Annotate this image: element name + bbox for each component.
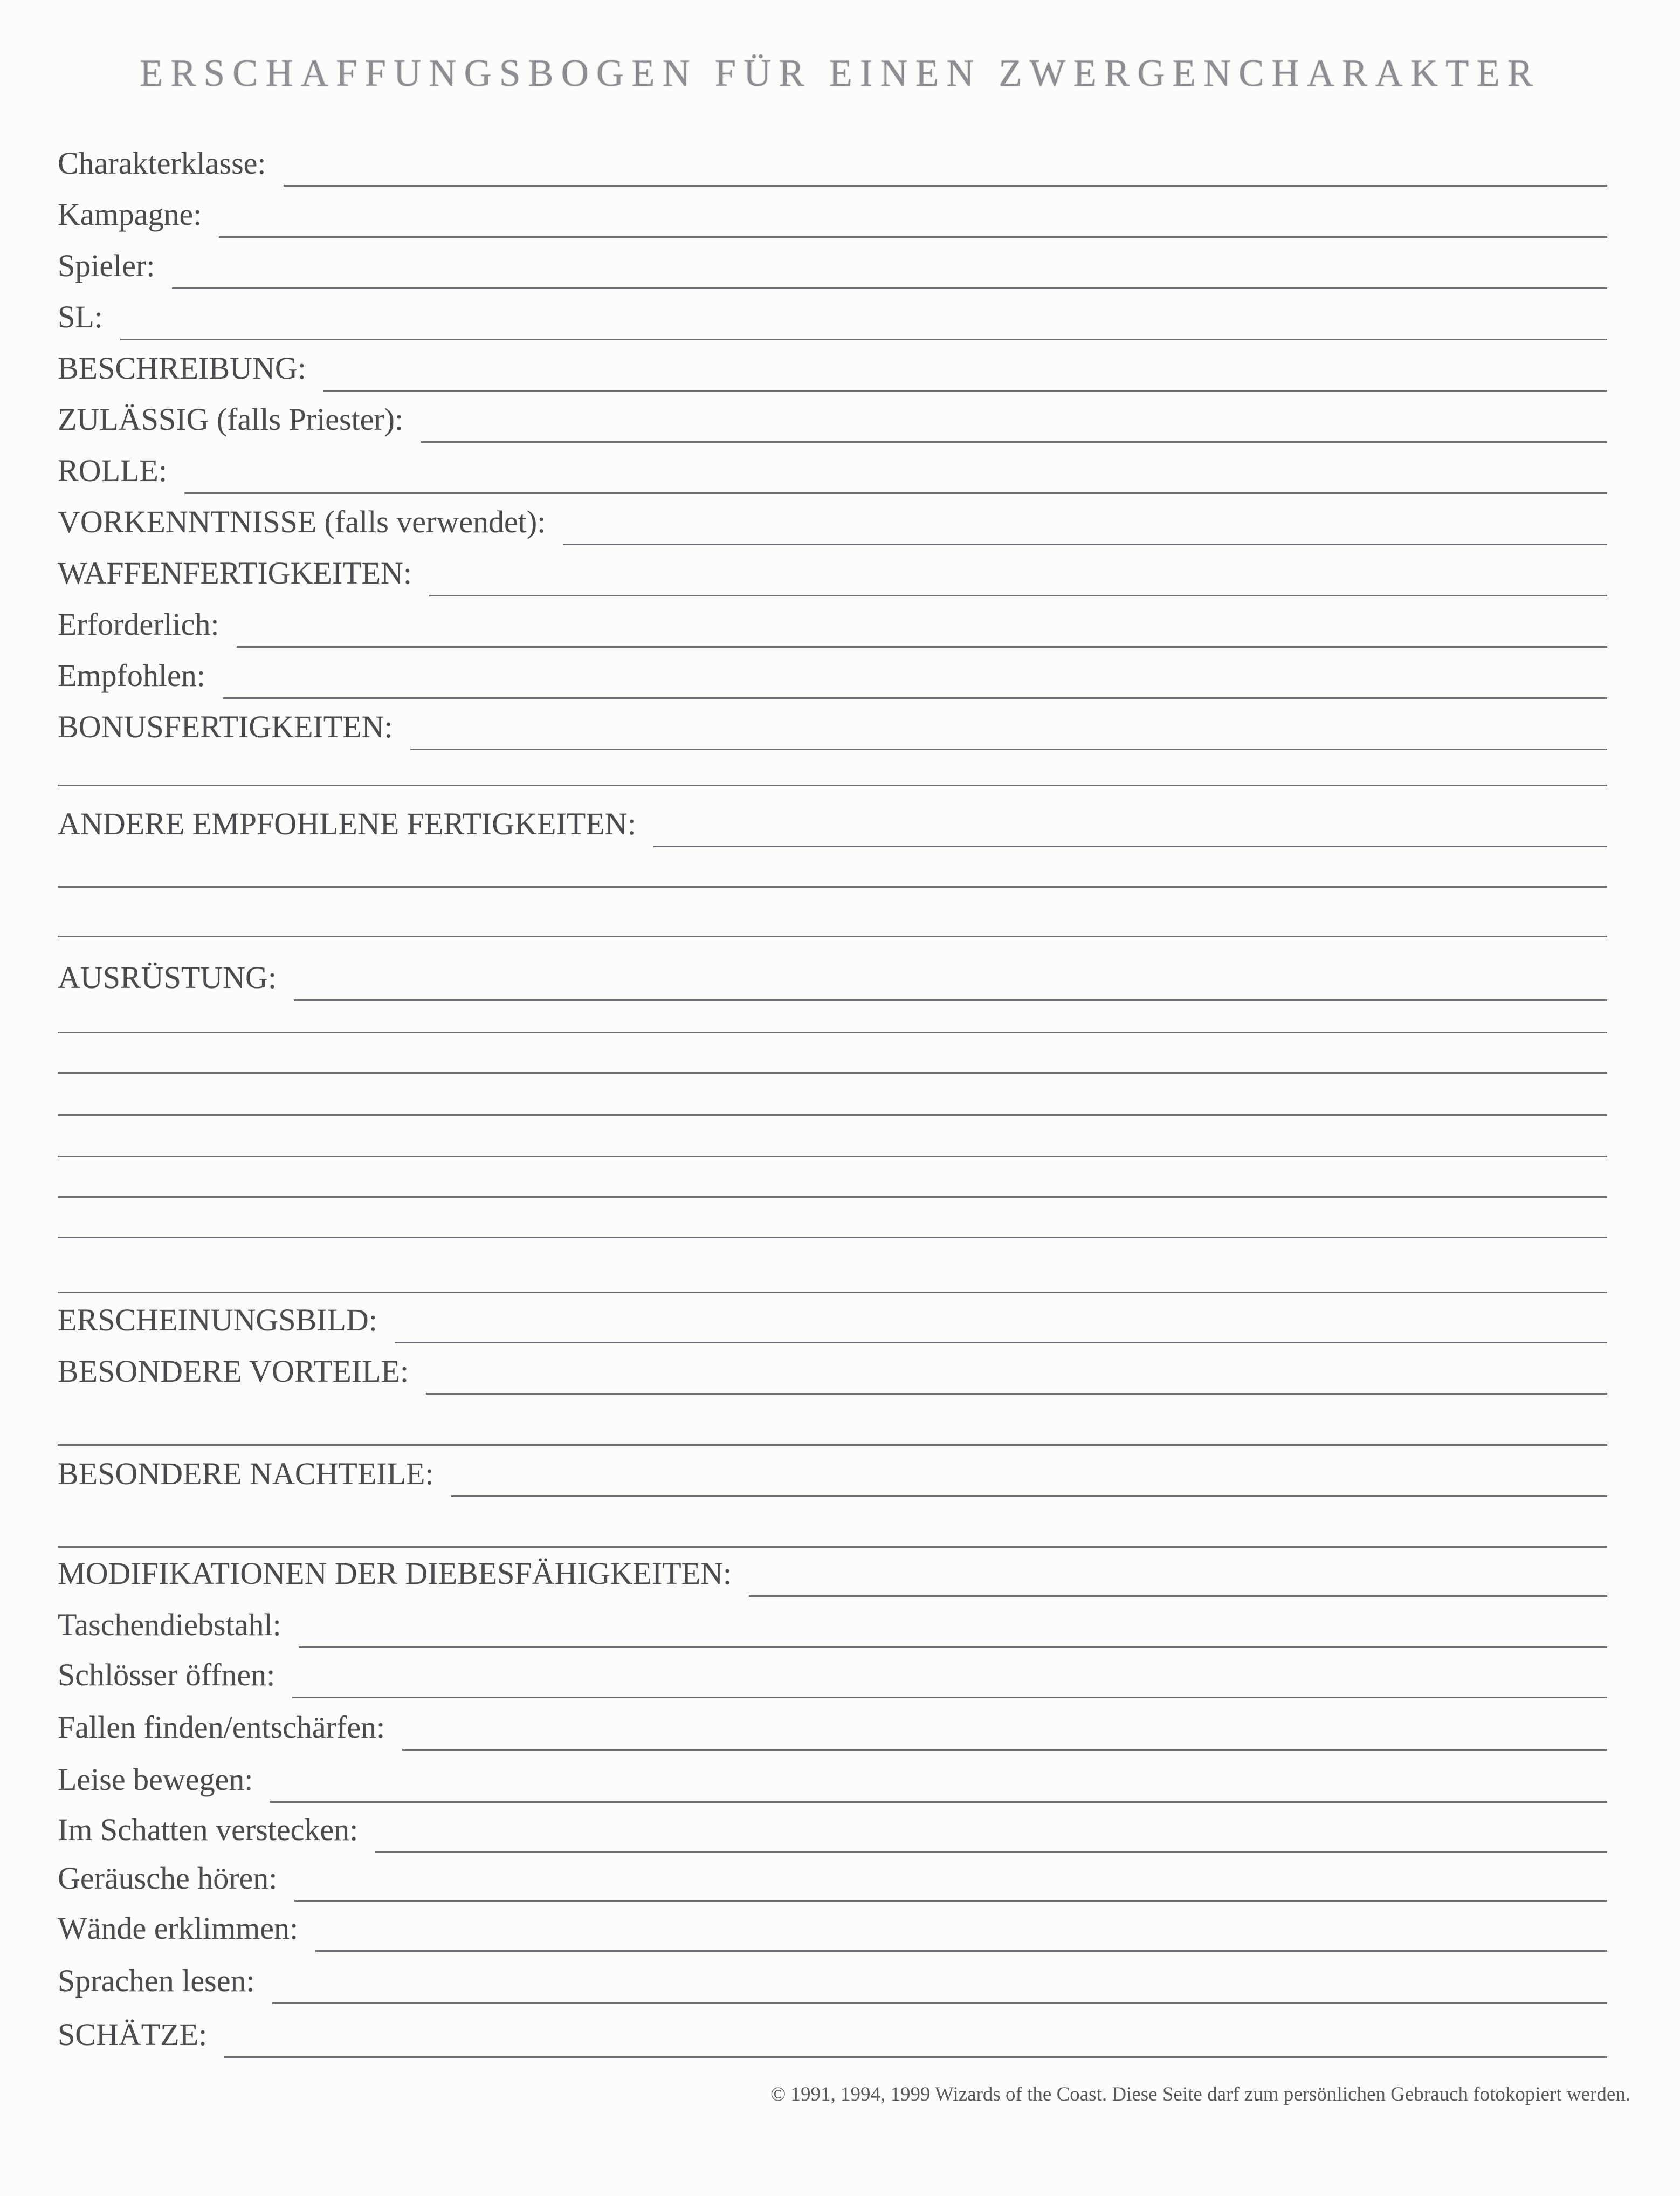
form-field-row xyxy=(58,1656,1607,1694)
field-label: Geräusche hören: xyxy=(58,1861,278,1896)
field-label: ERSCHEINUNGSBILD: xyxy=(58,1302,377,1337)
write-line xyxy=(749,1595,1607,1597)
blank-write-line xyxy=(58,1444,1607,1446)
write-line xyxy=(563,544,1607,545)
write-line xyxy=(172,287,1607,289)
form-field-row xyxy=(58,401,1607,438)
form-field-row xyxy=(58,452,1607,490)
write-line xyxy=(323,390,1607,392)
blank-write-line xyxy=(58,1072,1607,1074)
write-line xyxy=(294,999,1607,1001)
write-line xyxy=(299,1646,1607,1648)
field-label: MODIFIKATIONEN DER DIEBESFÄHIGKEITEN: xyxy=(58,1556,732,1591)
write-line xyxy=(653,846,1607,847)
write-line xyxy=(294,1900,1607,1902)
write-line xyxy=(184,492,1607,494)
field-value xyxy=(224,2057,234,2089)
form-field-row xyxy=(58,1606,1607,1644)
write-line xyxy=(272,2002,1607,2004)
field-value xyxy=(410,749,420,781)
form-field-row xyxy=(58,805,1607,843)
field-label: VORKENNTNISSE (falls verwendet): xyxy=(58,504,546,539)
blank-write-line xyxy=(58,1156,1607,1157)
write-line xyxy=(395,1342,1607,1343)
form-field-row xyxy=(58,1859,1607,1897)
write-line xyxy=(284,185,1607,187)
field-value xyxy=(294,1000,304,1032)
copyright-notice: © 1991, 1994, 1999 Wizards of the Coast. Diese Seite darf zum persönlichen Gebrauch fotokopiert werden. xyxy=(770,2083,1630,2105)
field-label: ROLLE: xyxy=(58,453,167,488)
form-field-row xyxy=(58,298,1607,336)
form-field-row xyxy=(58,708,1607,746)
field-value xyxy=(451,1496,461,1528)
form-field-row xyxy=(58,247,1607,285)
form-field-row xyxy=(58,1353,1607,1390)
field-label: Leise bewegen: xyxy=(58,1762,253,1797)
field-label: Charakterklasse: xyxy=(58,146,266,181)
write-line xyxy=(292,1697,1607,1698)
blank-write-line xyxy=(58,785,1607,786)
write-line xyxy=(315,1950,1607,1952)
form-field-row xyxy=(58,1555,1607,1593)
blank-write-line xyxy=(58,1292,1607,1293)
write-line xyxy=(410,749,1607,750)
write-line xyxy=(426,1393,1607,1395)
field-label: Kampagne: xyxy=(58,197,202,232)
form-field-row xyxy=(58,1455,1607,1493)
blank-write-line xyxy=(58,886,1607,888)
write-line xyxy=(402,1749,1607,1751)
write-line xyxy=(375,1851,1607,1853)
write-line xyxy=(421,441,1607,443)
write-line xyxy=(451,1495,1607,1497)
form-field-row xyxy=(58,2016,1607,2054)
field-label: Im Schatten verstecken: xyxy=(58,1812,359,1847)
write-line xyxy=(120,339,1607,340)
write-line xyxy=(237,646,1607,648)
field-value xyxy=(653,846,663,879)
field-label: Schlösser öffnen: xyxy=(58,1657,276,1692)
write-line xyxy=(429,595,1607,596)
field-label: BESCHREIBUNG: xyxy=(58,351,306,386)
form-field-row xyxy=(58,1811,1607,1849)
blank-write-line xyxy=(58,936,1607,937)
field-label: BESONDERE VORTEILE: xyxy=(58,1354,409,1389)
field-label: SL: xyxy=(58,299,103,334)
field-label: ANDERE EMPFOHLENE FERTIGKEITEN: xyxy=(58,806,636,841)
field-label: BONUSFERTIGKEITEN: xyxy=(58,709,393,744)
form-field-row xyxy=(58,196,1607,234)
form-field-row xyxy=(58,554,1607,592)
form-field-row xyxy=(58,1761,1607,1799)
field-value xyxy=(426,1394,436,1426)
form-field-row xyxy=(58,606,1607,643)
form-field-row xyxy=(58,1301,1607,1339)
field-label: Wände erklimmen: xyxy=(58,1911,299,1946)
form-field-row xyxy=(58,1708,1607,1746)
form-field-row xyxy=(58,959,1607,997)
write-line xyxy=(219,236,1607,238)
field-label: WAFFENFERTIGKEITEN: xyxy=(58,555,412,591)
field-label: Taschendiebstahl: xyxy=(58,1607,281,1642)
write-line xyxy=(223,697,1607,699)
field-label: Fallen finden/entschärfen: xyxy=(58,1710,385,1745)
blank-write-line xyxy=(58,1237,1607,1238)
form-field-row xyxy=(58,349,1607,387)
field-label: AUSRÜSTUNG: xyxy=(58,960,277,995)
blank-write-line xyxy=(58,1032,1607,1033)
form-field-row xyxy=(58,1910,1607,1947)
field-label: Spieler: xyxy=(58,248,155,283)
write-line xyxy=(270,1801,1607,1803)
blank-write-line xyxy=(58,1114,1607,1116)
field-label: ZULÄSSIG (falls Priester): xyxy=(58,402,404,437)
blank-write-line xyxy=(58,1196,1607,1198)
field-label: Empfohlen: xyxy=(58,658,205,693)
write-line xyxy=(224,2056,1607,2058)
page-title: ERSCHAFFUNGSBOGEN FÜR EINEN ZWERGENCHARAKTER xyxy=(139,52,1541,94)
blank-write-line xyxy=(58,1546,1607,1548)
form-field-row xyxy=(58,145,1607,182)
form-field-row xyxy=(58,1962,1607,2000)
field-label: SCHÄTZE: xyxy=(58,2017,208,2052)
form-field-row xyxy=(58,657,1607,695)
form-field-row xyxy=(58,503,1607,541)
field-label: Sprachen lesen: xyxy=(58,1963,255,1998)
field-label: BESONDERE NACHTEILE: xyxy=(58,1456,434,1491)
field-label: Erforderlich: xyxy=(58,607,219,642)
